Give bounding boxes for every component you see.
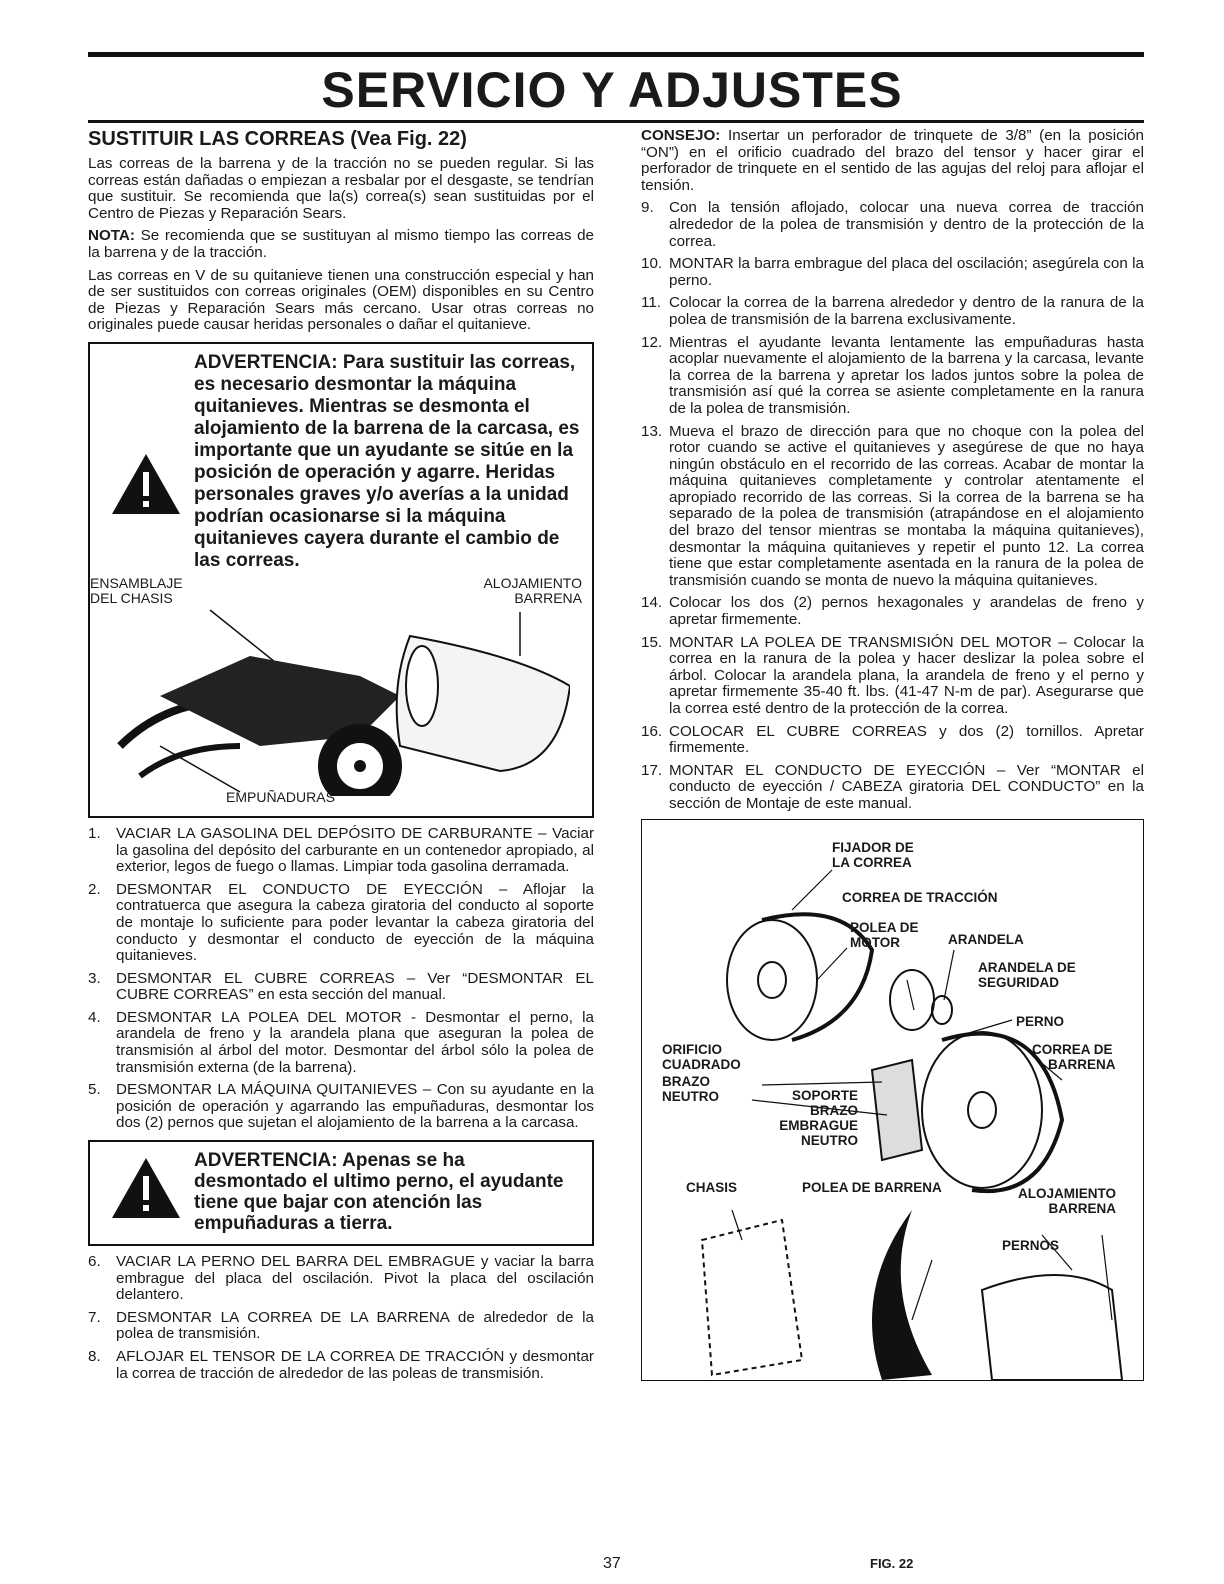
warning-triangle-icon <box>110 1156 182 1220</box>
label-square-hole: ORIFICIO CUADRADO <box>662 1041 741 1072</box>
top-rule <box>88 52 1144 57</box>
title-rule <box>88 120 1144 123</box>
list-item: 16. COLOCAR EL CUBRE CORREAS y dos (2) tornillos. Apretar firmemente. <box>641 722 1144 757</box>
label-washer: ARANDELA <box>948 931 1024 947</box>
consejo-text: Insertar un perforador de trinquete de 3/8” (en la posición “ON”) en el orificio cuadrado del brazo del tensor y hacer girar el perforador de trinquete en el sentido de las agujas del reloj para aflojar el tensión. <box>641 127 1144 194</box>
section-heading: SUSTITUIR LAS CORREAS (Vea Fig. 22) <box>88 128 467 150</box>
nota-label: NOTA: <box>88 227 135 245</box>
label-traction-belt: CORREA DE TRACCIÓN <box>842 889 998 905</box>
snowblower-illustration <box>100 596 570 796</box>
warning-1-text: ADVERTENCIA: Para sustituir las correas, es necesario desmontar la máquina quitanieves. Mientras se desmonta el alojamiento de la barrena de la carcasa, es importante que un ayudante se sitúe en la posición de operación y agarre. Heridas personales graves y/o averías a la unidad podrían ocasionarse si la máquina quitanieves cayera durante el cambio de las correas. <box>194 351 580 571</box>
list-item: 3. DESMONTAR EL CUBRE CORREAS – Ver “DESMONTAR EL CUBRE CORREAS” en esta sección del manual. <box>88 969 594 1004</box>
label-lock-washer: ARANDELA DE SEGURIDAD <box>978 959 1076 990</box>
steps-list-9-17 <box>641 200 1144 812</box>
list-item: 14. Colocar los dos (2) pernos hexagonales y arandelas de freno y apretar firmemente. <box>641 594 1144 629</box>
list-item: 17. MONTAR EL CONDUCTO DE EYECCIÓN – Ver “MONTAR el conducto de eyección / CABEZA giratoria DEL CONDUCTO” en la sección de Montaje de este manual. <box>641 761 1144 812</box>
figure-22 <box>641 819 1144 1381</box>
label-chassis: CHASIS <box>686 1179 738 1195</box>
list-item: 1. VACIAR LA GASOLINA DEL DEPÓSITO DE CARBURANTE – Vaciar la gasolina del depósito del carburante en un contenedor apropiado, al exterior, legos de fuego o llamas. Limpiar toda gasolina derramada. <box>88 824 594 876</box>
intro-paragraph: Las correas de la barrena y de la tracción no se pueden regular. Si las correas están dañadas o empiezan a resbalar por el desgaste, se tendrían que sustituir. Se recomienda que la(s) correa(s) sean sustituidas por el Centro de Piezas y Reparación Sears. <box>88 155 594 222</box>
label-bolts: PERNOS <box>1002 1237 1060 1253</box>
list-item: 2. DESMONTAR EL CONDUCTO DE EYECCIÓN – Aflojar la contratuerca que asegura la cabeza giratoria del conducto al soporte de montaje lo suficiente para poder levantar la cabeza giratoria del conducto y desmontar el conducto de eyección de la máquina quitanieves. <box>88 880 594 965</box>
consejo-paragraph <box>641 128 1144 194</box>
right-column <box>641 128 1144 1381</box>
label-engine-pulley: POLEA DE MOTOR <box>850 919 919 950</box>
label-chassis-assembly: ENSAMBLAJE DEL CHASIS <box>90 574 183 606</box>
label-auger-belt: CORREA DE BARRENA <box>1032 1041 1116 1072</box>
warning-2-text: ADVERTENCIA: Apenas se ha desmontado el ultimo perno, el ayudante tiene que bajar con atención las empuñaduras a tierra. <box>194 1150 564 1235</box>
oem-paragraph: Las correas en V de su quitanieve tienen una construcción especial y han de ser sustituidos con correas originales (OEM) disponibles en su Centro de Piezas y Reparación Sears más cercano. Usar otras correas no originales puede causar heridas personales o dañar el quitanieve. <box>88 266 594 334</box>
label-neutral-arm: BRAZO NEUTRO <box>662 1073 719 1104</box>
snowblower-figure <box>90 576 582 812</box>
warning-box-2 <box>88 1140 594 1246</box>
list-item: 15. MONTAR LA POLEA DE TRANSMISIÓN DEL MOTOR – Colocar la correa en la ranura de la polea y hacer deslizar la polea sobre el árbol. Colocar la arandela plana, la arandela de freno y el perno y apretar firmemente 35-40 ft. lbs. (41-47 N-m de par). Asegurarse que la correa esté dentro de la protección de la correa. <box>641 633 1144 717</box>
list-item: 10. MONTAR la barra embrague del placa del oscilación; asegúrela con la perno. <box>641 255 1144 289</box>
warning-box-1 <box>88 342 594 818</box>
list-item: 12. Mientras el ayudante levanta lentamente las empuñaduras hasta acoplar nuevamente el alojamiento de la barrena y la carcasa, levante la correa de la barrena y apretar los lados juntos sobre la polea de transmisión así qué la correa se asiente completamente en la ranura de la polea de transmisión. <box>641 333 1144 417</box>
label-handles: EMPUÑADURAS <box>226 788 335 805</box>
list-item: 11. Colocar la correa de la barrena alrededor y dentro de la ranura de la polea de transmisión de la barrena exclusivamente. <box>641 294 1144 328</box>
list-item: 6. VACIAR LA PERNO DEL BARRA DEL EMBRAGUE y vaciar la barra embrague del placa del oscilación. Pivot la placa del oscilación delantero. <box>88 1253 594 1304</box>
label-auger-housing-22: ALOJAMIENTO BARRENA <box>1018 1185 1117 1216</box>
steps-list-6-8 <box>88 1254 594 1382</box>
label-bolt: PERNO <box>1016 1013 1065 1029</box>
list-item: 8. AFLOJAR EL TENSOR DE LA CORREA DE TRACCIÓN y desmontar la correa de tracción de alrededor de las poleas de transmisión. <box>88 1348 594 1382</box>
figure-caption: FIG. 22 <box>870 1556 914 1571</box>
label-belt-keeper: FIJADOR DE LA CORREA <box>832 839 914 870</box>
consejo-label: CONSEJO: <box>641 127 721 144</box>
list-item: 7. DESMONTAR LA CORREA DE LA BARRENA de alrededor de la polea de transmisión. <box>88 1308 594 1343</box>
nota-text: Se recomienda que se sustituyan al mismo tiempo las correas de la barrena y de la tracción. <box>88 227 594 261</box>
page-number: 37 <box>603 1555 621 1572</box>
list-item: 9. Con la tensión aflojado, colocar una nueva correa de tracción alrededor de la polea de transmisión y dentro de la protección de la correa. <box>641 199 1144 250</box>
list-item: 13. Mueva el brazo de dirección para que no choque con la polea del rotor cuando se active el quitanieves y asegúrese de que no haya ningún obstáculo en el recorrido de las correas. Acabar de montar la máquina quitanieves completamente y controlar atentamente el apropiado recorrido de las correas. Si la correa de la barrena se ha separado de la polea de transmisión (atrapándose en el alojamiento del brazo del tensor mientras se montaba la máquina quitanieves), desmontar la máquina quitanieves y repetir el punto 12. La correa tiene que estar completamente asentada en la ranura de la polea de transmisión cuando se monta de nuevo la máquina quitanieves. <box>641 422 1144 589</box>
list-item: 5. DESMONTAR LA MÁQUINA QUITANIEVES – Con su ayudante en la posición de operación y agarrando las empuñaduras, desmontar los dos (2) pernos que sujetan el alojamiento de la barrena a la carcasa. <box>88 1081 594 1132</box>
label-auger-housing: ALOJAMIENTO BARRENA <box>483 574 582 606</box>
steps-list-1-5 <box>88 826 594 1132</box>
page-title: SERVICIO Y ADJUSTES <box>321 62 903 118</box>
label-auger-pulley: POLEA DE BARRENA <box>802 1179 942 1195</box>
list-item: 4. DESMONTAR LA POLEA DEL MOTOR - Desmontar el perno, la arandela de freno y la arandela plana que aseguran la polea de transmisión al árbol del motor. Desmontar del árbol sólo la polea de transmisión externa (de la barrena). <box>88 1008 594 1076</box>
warning-triangle-icon <box>110 452 182 516</box>
label-clutch-bracket: SOPORTE BRAZO EMBRAGUE NEUTRO <box>779 1087 858 1148</box>
nota-paragraph <box>88 228 594 261</box>
left-column <box>88 128 594 1388</box>
